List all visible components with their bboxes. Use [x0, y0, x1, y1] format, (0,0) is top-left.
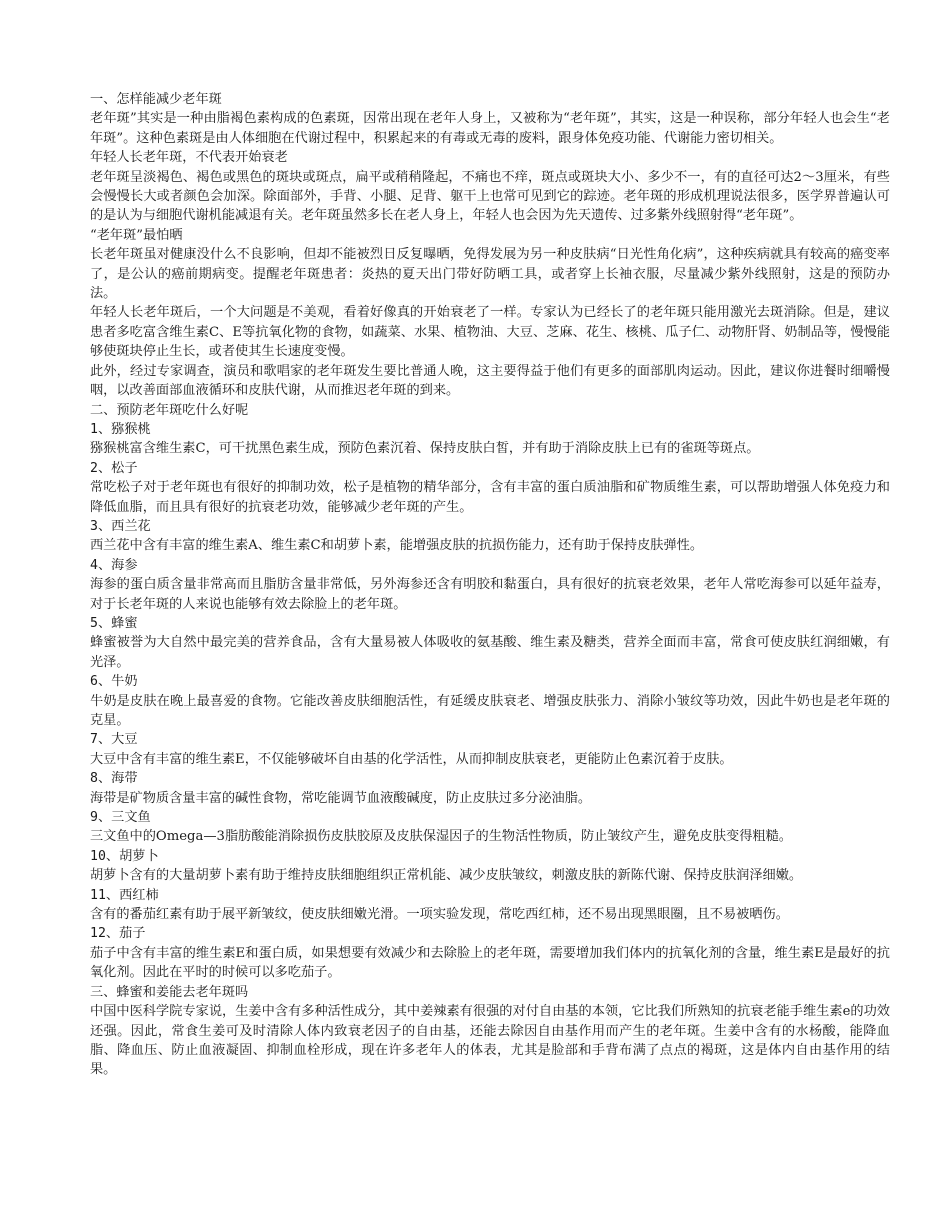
- item-heading: 1、猕猴桃: [90, 421, 151, 437]
- item-heading: 11、西红柿: [90, 887, 159, 903]
- section-heading: “老年斑”最怕晒: [90, 227, 183, 243]
- item-heading: 8、海带: [90, 771, 138, 787]
- section-heading: 二、预防老年斑吃什么好呢: [90, 402, 249, 418]
- item-heading: 3、西兰花: [90, 518, 151, 534]
- item-heading: 2、松子: [90, 460, 138, 476]
- paragraph: 蜂蜜被誉为大自然中最完美的营养食品，含有大量易被人体吸收的氨基酸、维生素及糖类，营养全面而丰富，常食可使皮肤红润细嫩，有光泽。: [90, 635, 890, 670]
- item-heading: 9、三文鱼: [90, 810, 151, 826]
- section-heading: 三、蜂蜜和姜能去老年斑吗: [90, 984, 249, 1000]
- paragraph: 常吃松子对于老年斑也有很好的抑制功效，松子是植物的精华部分，含有丰富的蛋白质油脂和矿物质维生素，可以帮助增强人体免疫力和降低血脂，而且具有很好的抗衰老功效，能够减少老年斑的产生。: [90, 480, 890, 515]
- paragraph: 中国中医科学院专家说，生姜中含有多种活性成分，其中姜辣素有很强的对付自由基的本领，它比我们所熟知的抗衰老能手维生素e的功效还强。因此，常食生姜可及时清除人体内致衰老因子的自由基，还能去除因自由基作用而产生的老年斑。生姜中含有的水杨酸，能降血脂、降血压、防止血液凝固、抑制血栓形成，现在许多老年人的体表，尤其是脸部和手背布满了点点的褐斑，这是体内自由基作用的结果。: [90, 1004, 890, 1078]
- item-heading: 6、牛奶: [90, 674, 138, 690]
- item-heading: 10、胡萝卜: [90, 848, 159, 864]
- paragraph: 老年斑呈淡褐色、褐色或黑色的斑块或斑点，扁平或稍稍隆起，不痛也不痒，斑点或斑块大小、多少不一，有的直径可达2～3厘米，有些会慢慢长大或者颜色会加深。除面部外，手背、小腿、足背、躯干上也常可见到它的踪迹。老年斑的形成机理说法很多，医学界普遍认可的是认为与细胞代谢机能减退有关。老年斑虽然多长在老人身上，年轻人也会因为先天遗传、过多紫外线照射得“老年斑”。: [90, 169, 890, 224]
- paragraph: 胡萝卜含有的大量胡萝卜素有助于维持皮肤细胞组织正常机能、减少皮肤皱纹，刺激皮肤的新陈代谢、保持皮肤润泽细嫩。: [90, 868, 803, 884]
- paragraph: 海参的蛋白质含量非常高而且脂肪含量非常低，另外海参还含有明胶和黏蛋白，具有很好的抗衰老效果，老年人常吃海参可以延年益寿，对于长老年斑的人来说也能够有效去除脸上的老年斑。: [90, 577, 890, 612]
- paragraph: 老年斑”其实是一种由脂褐色素构成的色素斑，因常出现在老年人身上，又被称为“老年斑”，其实，这是一种误称，部分年轻人也会生“老年斑”。这种色素斑是由人体细胞在代谢过程中，积累起来的有毒或无毒的废料，跟身体免疫功能、代谢能力密切相关。: [90, 111, 890, 146]
- document-body: [90, 90, 890, 1080]
- paragraph: 牛奶是皮肤在晚上最喜爱的食物。它能改善皮肤细胞活性，有延缓皮肤衰老、增强皮肤张力、消除小皱纹等功效，因此牛奶也是老年斑的克星。: [90, 693, 890, 728]
- item-heading: 7、大豆: [90, 732, 138, 748]
- paragraph: 猕猴桃富含维生素C，可干扰黑色素生成，预防色素沉着、保持皮肤白皙，并有助于消除皮肤上已有的雀斑等斑点。: [90, 441, 760, 457]
- section-heading: 年轻人长老年斑，不代表开始衰老: [90, 150, 288, 166]
- paragraph: 此外，经过专家调查，演员和歌唱家的老年斑发生要比普通人晚，这主要得益于他们有更多的面部肌肉运动。因此，建议你进餐时细嚼慢咽，以改善面部血液循环和皮肤代谢，从而推迟老年斑的到来。: [90, 363, 890, 399]
- paragraph: 含有的番茄红素有助于展平新皱纹，使皮肤细嫩光滑。一项实验发现，常吃西红柿，还不易出现黑眼圈，且不易被晒伤。: [90, 907, 789, 923]
- paragraph: 三文鱼中的Omega—3脂肪酸能消除损伤皮肤胶原及皮肤保湿因子的生物活性物质，防止皱纹产生，避免皮肤变得粗糙。: [90, 829, 792, 845]
- section-heading: 一、怎样能减少老年斑: [90, 92, 222, 107]
- item-heading: 4、海参: [90, 557, 138, 573]
- item-heading: 5、蜂蜜: [90, 615, 138, 631]
- paragraph: 大豆中含有丰富的维生素E，不仅能够破坏自由基的化学活性，从而抑制皮肤衰老，更能防止色素沉着于皮肤。: [90, 751, 733, 767]
- paragraph: 年轻人长老年斑后，一个大问题是不美观，看着好像真的开始衰老了一样。专家认为已经长了的老年斑只能用激光去斑消除。但是，建议患者多吃富含维生素C、E等抗氧化物的食物，如蔬菜、水果、植物油、大豆、芝麻、花生、核桃、瓜子仁、动物肝肾、奶制品等，慢慢能够使斑块停止生长，或者使其生长速度变慢。: [90, 305, 890, 360]
- paragraph: 茄子中含有丰富的维生素E和蛋白质，如果想要有效减少和去除脸上的老年斑，需要增加我们体内的抗氧化剂的含量，维生素E是最好的抗氧化剂。因此在平时的时候可以多吃茄子。: [90, 945, 890, 981]
- paragraph: 海带是矿物质含量丰富的碱性食物，常吃能调节血液酸碱度，防止皮肤过多分泌油脂。: [90, 790, 592, 806]
- paragraph: 长老年斑虽对健康没什么不良影响，但却不能被烈日反复曝晒，免得发展为另一种皮肤病“日光性角化病”，这种疾病就具有较高的癌变率了，是公认的癌前期病变。提醒老年斑患者：炎热的夏天出门带好防晒工具，或者穿上长袖衣服，尽量减少紫外线照射，这是的预防办法。: [90, 247, 890, 302]
- paragraph: 西兰花中含有丰富的维生素A、维生素C和胡萝卜素，能增强皮肤的抗损伤能力，还有助于保持皮肤弹性。: [90, 538, 704, 554]
- item-heading: 12、茄子: [90, 926, 146, 942]
